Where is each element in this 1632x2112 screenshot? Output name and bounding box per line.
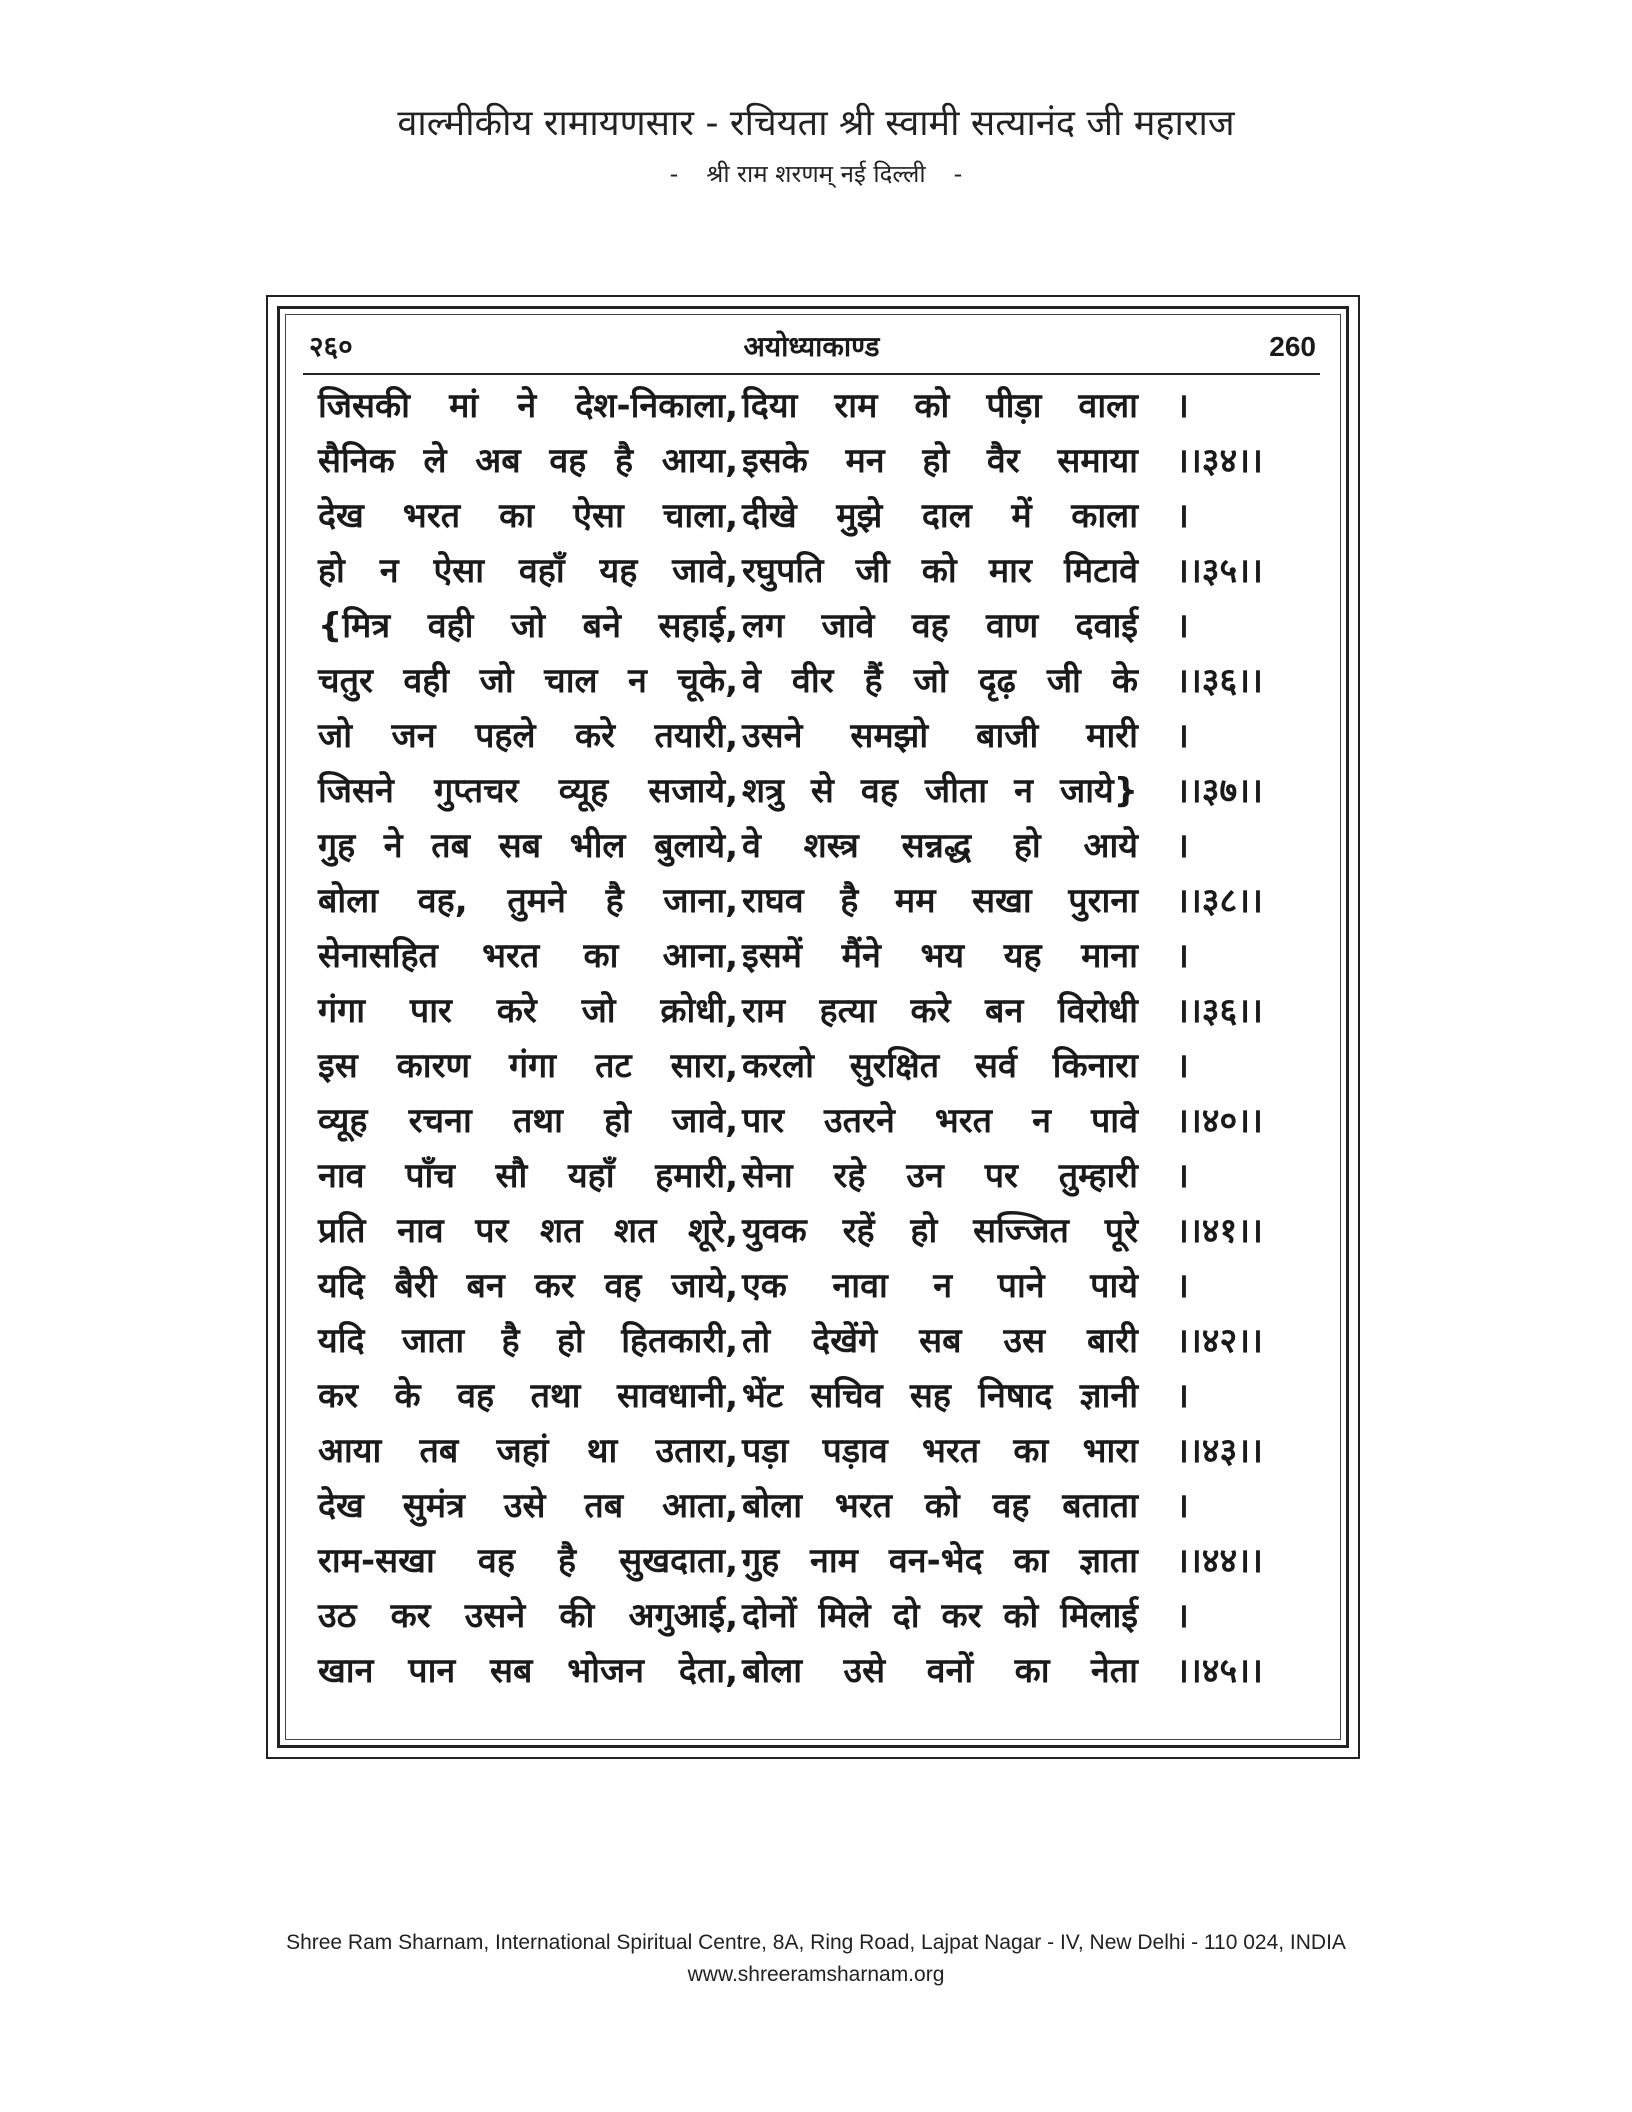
verse-first-half: नाव पाँच सौ यहाँ हमारी,: [318, 1156, 738, 1196]
subtitle-dash-right: -: [953, 160, 963, 188]
verse-first-half: देख सुमंत्र उसे तब आता,: [318, 1486, 738, 1526]
verse-row: [318, 1589, 1328, 1644]
verse-number: ।।३८।।: [1176, 881, 1263, 921]
verse-first-half: यदि जाता है हो हितकारी,: [318, 1321, 738, 1361]
verse-row: [318, 1314, 1328, 1369]
verse-second-half: राघव है मम सखा पुराना: [742, 881, 1138, 921]
verse-second-half: एक नावा न पाने पाये: [742, 1266, 1138, 1306]
verse-second-half: भेंट सचिव सह निषाद ज्ञानी: [742, 1376, 1138, 1416]
verse-row: [318, 544, 1328, 599]
page-footer: [0, 1927, 1632, 1991]
verse-number: ।: [1176, 1486, 1189, 1526]
verse-second-half: शत्रु से वह जीता न जाये}: [742, 771, 1138, 811]
verse-second-half: लग जावे वह वाण दवाई: [742, 606, 1138, 646]
verse-second-half: वे शस्त्र सन्नद्ध हो आये: [742, 826, 1138, 866]
verse-first-half: इस कारण गंगा तट सारा,: [318, 1046, 738, 1086]
verse-row: [318, 1039, 1328, 1094]
verse-row: [318, 1644, 1328, 1699]
verse-number: ।: [1176, 936, 1189, 976]
verse-number: ।: [1176, 496, 1189, 536]
verse-first-half: गुह ने तब सब भील बुलाये,: [318, 826, 738, 866]
verse-row: [318, 599, 1328, 654]
verse-second-half: तो देखेंगे सब उस बारी: [742, 1321, 1138, 1361]
verse-second-half: दोनों मिले दो कर को मिलाई: [742, 1596, 1138, 1636]
verse-first-half: कर के वह तथा सावधानी,: [318, 1376, 738, 1416]
verse-first-half: उठ कर उसने की अगुआई,: [318, 1596, 738, 1636]
verse-first-half: हो न ऐसा वहाँ यह जावे,: [318, 551, 738, 591]
verse-row: [318, 654, 1328, 709]
verse-list: [318, 379, 1328, 1699]
verse-second-half: बोला भरत को वह बताता: [742, 1486, 1138, 1526]
subtitle-text: श्री राम शरणम् नई दिल्ली: [706, 160, 926, 188]
verse-first-half: गंगा पार करे जो क्रोधी,: [318, 991, 738, 1031]
verse-number: ।।३६।।: [1176, 661, 1263, 701]
verse-second-half: दिया राम को पीड़ा वाला: [742, 386, 1138, 426]
verse-number: ।: [1176, 1156, 1189, 1196]
verse-first-half: जिसकी मां ने देश-निकाला,: [318, 386, 738, 426]
verse-number: ।: [1176, 1596, 1189, 1636]
verse-row: [318, 434, 1328, 489]
verse-first-half: प्रति नाव पर शत शत शूरे,: [318, 1211, 738, 1251]
verse-row: [318, 379, 1328, 434]
verse-first-half: बोला वह, तुमने है जाना,: [318, 881, 738, 921]
verse-row: [318, 874, 1328, 929]
verse-number: ।।४५।।: [1176, 1651, 1263, 1691]
page-header: [0, 100, 1632, 190]
verse-first-half: आया तब जहां था उतारा,: [318, 1431, 738, 1471]
verse-first-half: राम-सखा वह है सुखदाता,: [318, 1541, 738, 1581]
section-title: अयोध्याकाण्ड: [743, 330, 880, 363]
verse-number: ।।४१।।: [1176, 1211, 1263, 1251]
verse-number: ।: [1176, 1266, 1189, 1306]
verse-first-half: जो जन पहले करे तयारी,: [318, 716, 738, 756]
verse-first-half: व्यूह रचना तथा हो जावे,: [318, 1101, 738, 1141]
verse-second-half: इसमें मैंने भय यह माना: [742, 936, 1138, 976]
verse-first-half: सैनिक ले अब वह है आया,: [318, 441, 738, 481]
verse-first-half: यदि बैरी बन कर वह जाये,: [318, 1266, 738, 1306]
verse-second-half: दीखे मुझे दाल में काला: [742, 496, 1138, 536]
verse-number: ।।३५।।: [1176, 551, 1263, 591]
verse-second-half: उसने समझो बाजी मारी: [742, 716, 1138, 756]
verse-second-half: बोला उसे वनों का नेता: [742, 1651, 1138, 1691]
verse-row: [318, 984, 1328, 1039]
verse-number: ।।४०।।: [1176, 1101, 1263, 1141]
verse-row: [318, 929, 1328, 984]
verse-first-half: चतुर वही जो चाल न चूके,: [318, 661, 738, 701]
verse-second-half: इसके मन हो वैर समाया: [742, 441, 1138, 481]
verse-row: [318, 1479, 1328, 1534]
verse-first-half: जिसने गुप्तचर व्यूह सजाये,: [318, 771, 738, 811]
verse-number: ।।३४।।: [1176, 441, 1263, 481]
verse-row: [318, 1534, 1328, 1589]
page-number: 260: [1269, 331, 1316, 362]
verse-second-half: करलो सुरक्षित सर्व किनारा: [742, 1046, 1138, 1086]
verse-second-half: पार उतरने भरत न पावे: [742, 1101, 1138, 1141]
verse-row: [318, 709, 1328, 764]
verse-second-half: रघुपति जी को मार मिटावे: [742, 551, 1138, 591]
verse-second-half: पड़ा पड़ाव भरत का भारा: [742, 1431, 1138, 1471]
page-number-devanagari: २६०: [309, 330, 353, 363]
verse-number: ।।३७।।: [1176, 771, 1263, 811]
verse-first-half: सेनासहित भरत का आना,: [318, 936, 738, 976]
footer-address: Shree Ram Sharnam, International Spiritual Centre, 8A, Ring Road, Lajpat Nagar - IV, New Delhi - 110 024, INDIA: [286, 1931, 1346, 1954]
header-subtitle: [0, 158, 1632, 190]
verse-first-half: खान पान सब भोजन देता,: [318, 1651, 738, 1691]
footer-website[interactable]: www.shreeramsharnam.org: [687, 1963, 945, 1986]
verse-number: ।।३६।।: [1176, 991, 1263, 1031]
verse-number: ।: [1176, 826, 1189, 866]
verse-second-half: युवक रहें हो सज्जित पूरे: [742, 1211, 1138, 1251]
verse-number: ।: [1176, 386, 1189, 426]
header-title: वाल्मीकीय रामायणसार - रचियता श्री स्वामी सत्यानंद जी महाराज: [397, 103, 1235, 144]
verse-second-half: गुह नाम वन-भेद का ज्ञाता: [742, 1541, 1138, 1581]
verse-row: [318, 1094, 1328, 1149]
verse-row: [318, 489, 1328, 544]
verse-number: ।।४४।।: [1176, 1541, 1263, 1581]
verse-row: [318, 1259, 1328, 1314]
subtitle-dash-left: -: [669, 160, 679, 188]
verse-number: ।।४३।।: [1176, 1431, 1263, 1471]
verse-number: ।: [1176, 606, 1189, 646]
verse-second-half: वे वीर हैं जो दृढ़ जी के: [742, 661, 1138, 701]
verse-row: [318, 764, 1328, 819]
verse-row: [318, 1369, 1328, 1424]
verse-row: [318, 1204, 1328, 1259]
verse-first-half: देख भरत का ऐसा चाला,: [318, 496, 738, 536]
verse-number: ।: [1176, 716, 1189, 756]
verse-second-half: सेना रहे उन पर तुम्हारी: [742, 1156, 1138, 1196]
page-strip: [303, 323, 1320, 375]
verse-second-half: राम हत्या करे बन विरोधी: [742, 991, 1138, 1031]
verse-first-half: {मित्र वही जो बने सहाई,: [318, 606, 738, 646]
verse-number: ।: [1176, 1376, 1189, 1416]
verse-row: [318, 1424, 1328, 1479]
verse-row: [318, 819, 1328, 874]
page-frame: [266, 295, 1360, 1759]
verse-row: [318, 1149, 1328, 1204]
verse-number: ।: [1176, 1046, 1189, 1086]
verse-number: ।।४२।।: [1176, 1321, 1263, 1361]
